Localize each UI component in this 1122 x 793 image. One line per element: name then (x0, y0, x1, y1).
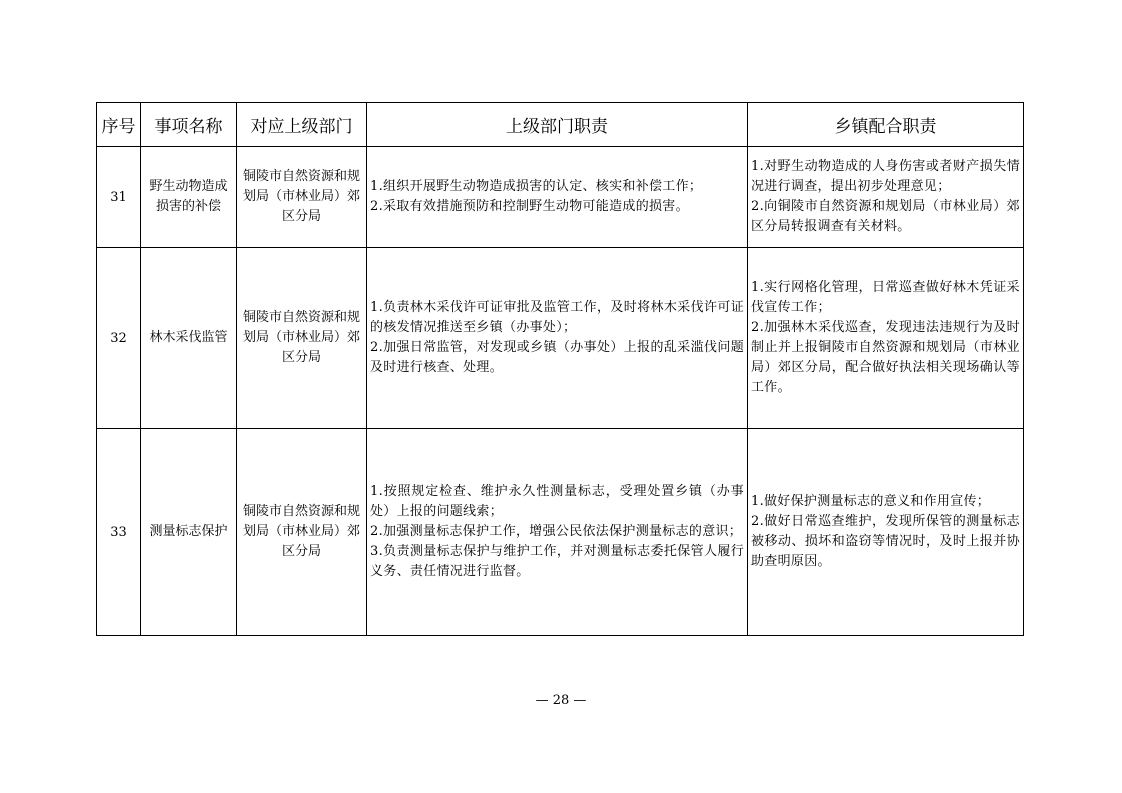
upper-duty (367, 248, 748, 429)
duty-line: 2.采取有效措施预防和控制野生动物可能造成的损害。 (370, 199, 689, 214)
duty-line: 2.加强测量标志保护工作，增强公民依法保护测量标志的意识； (370, 524, 743, 539)
duty-line: 1.做好保护测量标志的意义和作用宣传； (751, 494, 991, 509)
upper-dept: 铜陵市自然资源和规划局（市林业局）郊区分局 (237, 429, 367, 636)
row-number: 31 (97, 147, 141, 248)
duty-line: 3.负责测量标志保护与维护工作，并对测量标志委托保管人履行义务、责任情况进行监督。 (370, 544, 744, 579)
header-item-name: 事项名称 (141, 103, 237, 147)
duty-line: 2.向铜陵市自然资源和规划局（市林业局）郊区分局转报调查有关材料。 (751, 199, 1020, 234)
duty-line: 1.组织开展野生动物造成损害的认定、核实和补偿工作； (370, 179, 703, 194)
duty-line: 1.负责林木采伐许可证审批及监管工作，及时将林木采伐许可证的核发情况推送至乡镇（办事处）； (370, 300, 744, 335)
item-name: 林木采伐监管 (141, 248, 237, 429)
duty-line: 2.加强日常监管，对发现或乡镇（办事处）上报的乱采滥伐问题及时进行核查、处理。 (370, 340, 744, 375)
town-duty (748, 248, 1024, 429)
upper-dept: 铜陵市自然资源和规划局（市林业局）郊区分局 (237, 248, 367, 429)
row-number: 32 (97, 248, 141, 429)
header-no: 序号 (97, 103, 141, 147)
page-number: — 28 — (535, 693, 587, 708)
header-upper-duty: 上级部门职责 (367, 103, 748, 147)
duty-line: 2.做好日常巡查维护，发现所保管的测量标志被移动、损坏和盗窃等情况时，及时上报并协助查明原因。 (751, 514, 1020, 569)
header-town-duty: 乡镇配合职责 (748, 103, 1024, 147)
header-dept: 对应上级部门 (237, 103, 367, 147)
duty-line: 1.实行网格化管理，日常巡查做好林木凭证采伐宣传工作； (751, 280, 1020, 315)
duty-line: 2.加强林木采伐巡查，发现违法违规行为及时制止并上报铜陵市自然资源和规划局（市林业局）郊区分局，配合做好执法相关现场确认等工作。 (751, 320, 1020, 395)
item-name: 野生动物造成损害的补偿 (141, 147, 237, 248)
duty-line: 1.对野生动物造成的人身伤害或者财产损失情况进行调查，提出初步处理意见； (751, 159, 1020, 194)
upper-duty (367, 429, 748, 636)
upper-duty (367, 147, 748, 248)
table-row (97, 248, 1024, 429)
row-number: 33 (97, 429, 141, 636)
town-duty (748, 147, 1024, 248)
table-header-row (97, 103, 1024, 147)
duty-line: 1.按照规定检查、维护永久性测量标志，受理处置乡镇（办事处）上报的问题线索； (370, 484, 744, 519)
upper-dept: 铜陵市自然资源和规划局（市林业局）郊区分局 (237, 147, 367, 248)
item-name: 测量标志保护 (141, 429, 237, 636)
table-row (97, 429, 1024, 636)
town-duty (748, 429, 1024, 636)
duties-table (96, 102, 1024, 636)
table-row (97, 147, 1024, 248)
